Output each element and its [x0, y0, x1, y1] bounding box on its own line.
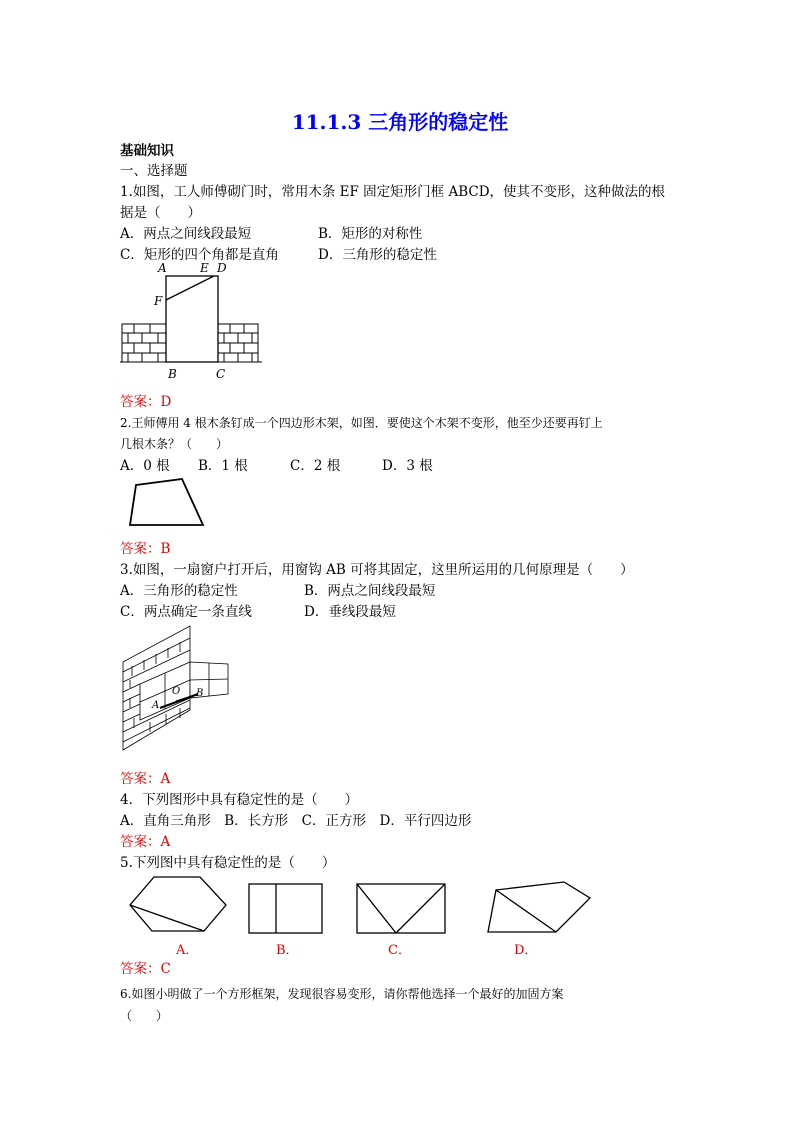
- q1-answer: 答案：D: [120, 394, 172, 410]
- q2-option-a: A．0 根: [120, 458, 170, 474]
- q2-option-b: B．1 根: [198, 458, 248, 474]
- q2-option-d: D．3 根: [382, 458, 433, 474]
- q1-label-d: D: [217, 261, 227, 275]
- q1-stem-line2: 据是（ ）: [120, 205, 201, 221]
- q3-label-b: B: [196, 688, 204, 699]
- q3-label-o: O: [172, 686, 181, 697]
- q5-label-a: A．: [176, 943, 199, 958]
- q5-figure-d: [484, 880, 594, 938]
- q2-answer: 答案：B: [120, 541, 171, 557]
- q1-label-f: F: [154, 294, 163, 308]
- q1-door-frame-figure: [120, 258, 265, 383]
- q1-label-a: A: [158, 261, 167, 275]
- q3-stem: 3.如图，一扇窗户打开后，用窗钩 AB 可将其固定，这里所运用的几何原理是（ ）: [120, 562, 634, 578]
- q1-option-b: B．矩形的对称性: [318, 226, 423, 242]
- q2-quadrilateral-figure: [128, 475, 208, 530]
- q5-figure-a: [128, 875, 228, 935]
- q1-option-c: C．矩形的四个角都是直角: [120, 247, 279, 263]
- subsection-heading: 一、选择题: [120, 163, 188, 179]
- q4-stem: 4．下列图形中具有稳定性的是（ ）: [120, 792, 359, 808]
- page-title: 11.1.3 三角形的稳定性: [291, 110, 509, 134]
- q5-figure-b: [248, 883, 328, 935]
- q1-label-e: E: [200, 261, 209, 275]
- q1-option-a: A．两点之间线段最短: [120, 226, 252, 242]
- q3-option-d: D．垂线段最短: [304, 604, 396, 620]
- q5-stem: 5.下列图中具有稳定性的是（ ）: [120, 855, 336, 871]
- section-heading: 基础知识: [120, 143, 174, 159]
- q5-label-b: B．: [276, 943, 299, 958]
- q4-options: A．直角三角形 B．长方形 C．正方形 D．平行四边形: [120, 813, 472, 829]
- q2-option-c: C．2 根: [290, 458, 341, 474]
- q3-option-b: B．两点之间线段最短: [304, 583, 436, 599]
- q3-window-figure: [120, 622, 232, 752]
- q4-answer: 答案：A: [120, 834, 171, 850]
- q5-label-c: C．: [388, 943, 411, 958]
- q2-stem-line1: 2.王师傅用 4 根木条钉成一个四边形木架，如图．要使这个木架不变形，他至少还要再钉上: [120, 416, 603, 430]
- q6-stem-line2: （ ）: [120, 1009, 169, 1023]
- q3-option-a: A．三角形的稳定性: [120, 583, 238, 599]
- q1-label-b: B: [168, 367, 177, 381]
- q6-stem-line1: 6.如图小明做了一个方形框架，发现很容易变形，请你帮他选择一个最好的加固方案: [120, 987, 564, 1001]
- q3-label-a: A: [152, 700, 160, 711]
- q3-option-c: C．两点确定一条直线: [120, 604, 252, 620]
- q5-answer: 答案：C: [120, 961, 171, 977]
- q5-label-d: D．: [514, 943, 538, 958]
- q5-figure-c: [356, 883, 448, 935]
- q1-label-c: C: [216, 367, 226, 381]
- q3-answer: 答案：A: [120, 771, 171, 787]
- q1-stem-line1: 1.如图，工人师傅砌门时，常用木条 EF 固定矩形门框 ABCD，使其不变形，这种做法的根: [120, 184, 666, 200]
- q2-stem-line2: 几根木条？（ ）: [120, 437, 229, 451]
- q1-option-d: D．三角形的稳定性: [318, 247, 437, 263]
